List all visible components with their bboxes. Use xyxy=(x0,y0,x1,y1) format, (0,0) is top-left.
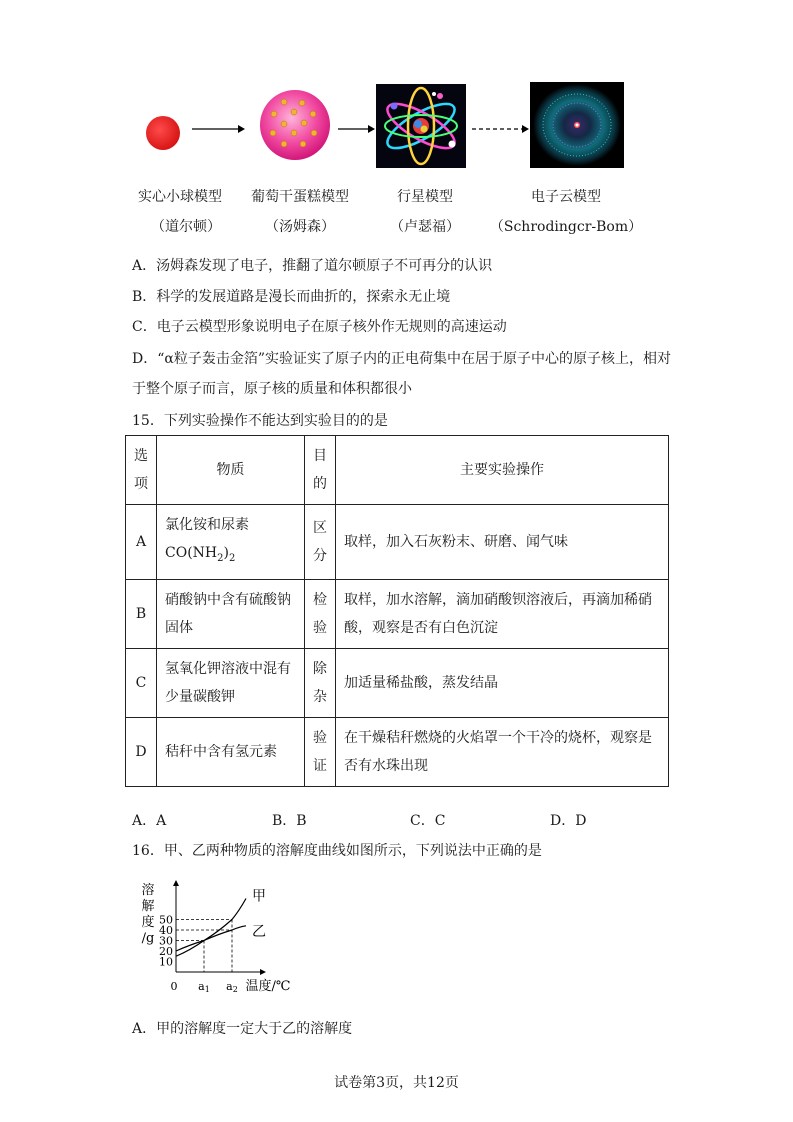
y-tick-label: 30 xyxy=(159,934,173,948)
header-substance: 物质 xyxy=(157,436,305,505)
row-substance: 氯化铵和尿素 $CO(NH_2)_2$ xyxy=(157,505,305,580)
row-option: D xyxy=(126,717,157,786)
row-option: B xyxy=(126,579,157,648)
q15-option-a: A．A xyxy=(132,813,167,829)
electron-cloud-model-image xyxy=(530,82,624,168)
q15-stem: 15．下列实验操作不能达到实验目的的是 xyxy=(132,413,388,429)
row-purpose: 检验 xyxy=(305,579,336,648)
x-tick-label: 0 xyxy=(170,980,178,993)
q14-option-c: C．电子云模型形象说明电子在原子核外作无规则的高速运动 xyxy=(132,319,507,335)
q14-option-b: B．科学的发展道路是漫长而曲折的，探索永无止境 xyxy=(132,289,451,305)
arrow-icon xyxy=(190,122,246,136)
arrow-icon xyxy=(336,122,376,136)
header-option: 选项 xyxy=(126,436,157,505)
q15-option-c: C．C xyxy=(410,813,446,829)
model-name: 电子云模型 xyxy=(531,189,601,205)
model-person: （卢瑟福） xyxy=(390,219,460,235)
model-person: （道尔顿） xyxy=(151,219,221,235)
dashed-arrow-icon xyxy=(470,122,530,136)
y-axis-arrow xyxy=(173,880,179,886)
row-substance: 氢氧化钾溶液中混有少量碳酸钾 xyxy=(157,648,305,717)
series-label: 乙 xyxy=(252,923,266,940)
y-tick-label: 50 xyxy=(159,913,173,927)
row-operation: 取样，加水溶解，滴加硝酸钡溶液后，再滴加稀硝酸，观察是否有白色沉淀 xyxy=(336,579,669,648)
row-option: A xyxy=(126,505,157,580)
q16-stem: 16．甲、乙两种物质的溶解度曲线如图所示，下列说法中正确的是 xyxy=(132,843,542,859)
header-operation: 主要实验操作 xyxy=(336,436,669,505)
row-purpose: 区分 xyxy=(305,505,336,580)
q14-option-a: A．汤姆森发现了电子，推翻了道尔顿原子不可再分的认识 xyxy=(132,258,493,274)
q15-option-b: B．B xyxy=(272,813,307,829)
row-substance: 硝酸钠中含有硫酸钠固体 xyxy=(157,579,305,648)
model-name: 葡萄干蛋糕模型 xyxy=(251,189,349,205)
q15-option-d: D．D xyxy=(550,813,587,829)
solubility-chart xyxy=(130,872,300,1002)
q15-table xyxy=(125,435,669,787)
table-row xyxy=(126,579,669,648)
row-operation: 取样，加入石灰粉末、研磨、闻气味 xyxy=(336,505,669,580)
model-name: 实心小球模型 xyxy=(138,189,222,205)
y-axis-label: 度 xyxy=(141,915,155,930)
table-row xyxy=(126,648,669,717)
table-row xyxy=(126,717,669,786)
q14-option-d-continued: 于整个原子而言，原子核的质量和体积都很小 xyxy=(132,381,412,397)
y-axis-label: /g xyxy=(141,931,155,946)
y-tick-label: 40 xyxy=(159,924,173,937)
y-tick-label: 20 xyxy=(159,945,173,958)
row-purpose: 除杂 xyxy=(305,648,336,717)
header-purpose: 目的 xyxy=(305,436,336,505)
q14-option-d: D．“α粒子轰击金箔”实验证实了原子内的正电荷集中在居于原子中心的原子核上，相对 xyxy=(132,351,671,367)
series-line xyxy=(176,899,246,957)
formula: $CO(NH_2)_2$ xyxy=(165,545,236,564)
y-axis-label: 解 xyxy=(141,899,155,914)
x-tick-label: a2 xyxy=(226,980,238,994)
x-tick-label: a1 xyxy=(198,980,210,994)
page-footer: 试卷第3页，共12页 xyxy=(334,1075,459,1091)
row-option: C xyxy=(126,648,157,717)
model-person: （汤姆森） xyxy=(265,219,335,235)
row-substance: 秸秆中含有氢元素 xyxy=(157,717,305,786)
model-person: （Schrodingcr-Bom） xyxy=(489,219,643,235)
series-line xyxy=(176,926,246,951)
table-row xyxy=(126,505,669,580)
x-axis-arrow xyxy=(260,969,266,975)
x-axis-label: 温度/℃ xyxy=(245,979,291,994)
y-axis-label: 溶 xyxy=(141,883,155,898)
y-tick-label: 10 xyxy=(159,955,173,969)
row-operation: 在干燥秸秆燃烧的火焰罩一个干冷的烧杯，观察是否有水珠出现 xyxy=(336,717,669,786)
solid-ball-model-image xyxy=(140,110,186,156)
row-purpose: 验证 xyxy=(305,717,336,786)
q16-option-a: A．甲的溶解度一定大于乙的溶解度 xyxy=(132,1021,353,1037)
row-operation: 加适量稀盐酸，蒸发结晶 xyxy=(336,648,669,717)
planetary-model-image xyxy=(376,84,466,168)
model-name: 行星模型 xyxy=(397,189,453,205)
plum-pudding-model-image xyxy=(258,88,332,162)
series-label: 甲 xyxy=(252,888,266,905)
table-header-row xyxy=(126,436,669,505)
